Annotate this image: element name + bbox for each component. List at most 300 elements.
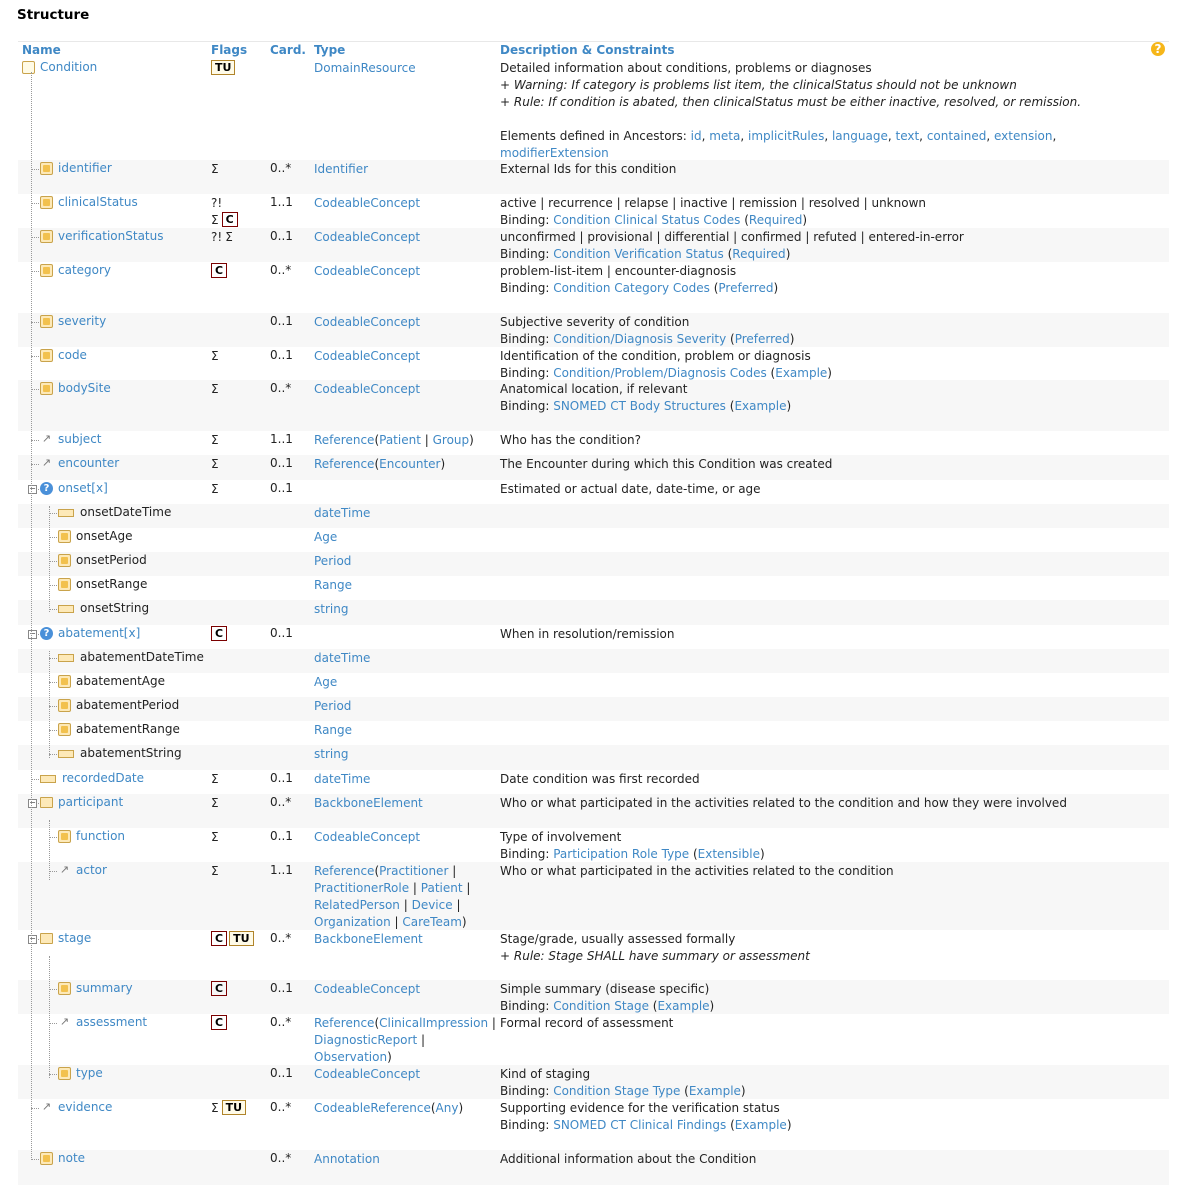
summary-flag: Σ bbox=[211, 349, 219, 363]
link[interactable]: Period bbox=[314, 699, 352, 713]
primitive-icon bbox=[58, 509, 74, 517]
summary-flag: Σ bbox=[211, 772, 219, 786]
text: ( bbox=[726, 1118, 735, 1132]
link[interactable]: Condition/Problem/Diagnosis Codes bbox=[553, 366, 767, 380]
link[interactable]: Extensible bbox=[697, 847, 760, 861]
link[interactable]: Example bbox=[657, 999, 710, 1013]
cardinality: 0..1 bbox=[270, 348, 293, 362]
summary-flag: Σ bbox=[211, 162, 219, 176]
description-line bbox=[500, 94, 1160, 111]
text: ) bbox=[786, 399, 792, 413]
element-icon bbox=[58, 830, 71, 843]
description-line bbox=[500, 314, 1160, 331]
link[interactable]: Preferred bbox=[718, 281, 774, 295]
element-name[interactable]: abatementAge bbox=[76, 674, 166, 688]
link[interactable]: dateTime bbox=[314, 772, 371, 786]
text: ) bbox=[458, 1101, 464, 1115]
tree-connector bbox=[49, 609, 57, 610]
flags-cell bbox=[211, 456, 267, 473]
element-name[interactable]: verificationStatus bbox=[58, 229, 164, 243]
element-name[interactable]: assessment bbox=[76, 1015, 148, 1029]
constraint-badge[interactable]: C bbox=[211, 263, 227, 278]
description-cell bbox=[500, 60, 1160, 162]
tree-connector bbox=[49, 871, 57, 872]
description-line bbox=[500, 948, 1160, 965]
text: ( bbox=[648, 999, 658, 1013]
link[interactable]: CodeableConcept bbox=[314, 196, 421, 210]
description-line bbox=[500, 1100, 1160, 1117]
table-row bbox=[18, 552, 1169, 576]
modifier-flag: ?! bbox=[211, 196, 223, 210]
link[interactable]: Reference bbox=[314, 864, 375, 878]
header-type[interactable]: Type bbox=[314, 43, 346, 57]
link[interactable]: ClinicalImpression bbox=[379, 1016, 489, 1030]
tree-connector bbox=[49, 561, 57, 562]
text: Stage/grade, usually assessed formally bbox=[500, 932, 736, 946]
collapse-toggle-icon[interactable]: − bbox=[29, 934, 36, 943]
description-line bbox=[500, 398, 1160, 415]
link[interactable]: PractitionerRole bbox=[314, 881, 410, 895]
summary-flag: Σ bbox=[211, 864, 219, 878]
description-cell bbox=[500, 1100, 1160, 1134]
link[interactable]: Reference bbox=[314, 433, 375, 447]
header-name[interactable]: Name bbox=[22, 43, 61, 57]
table-row bbox=[18, 1099, 1169, 1150]
summary-flag: Σ bbox=[211, 433, 219, 447]
link[interactable]: Practitioner bbox=[379, 864, 449, 878]
flags-cell bbox=[211, 1015, 267, 1032]
link[interactable]: Identifier bbox=[314, 162, 369, 176]
choice-icon: ? bbox=[40, 482, 53, 495]
cardinality: 0..1 bbox=[270, 829, 293, 843]
text: , bbox=[1052, 129, 1057, 143]
link[interactable]: CodeableConcept bbox=[314, 264, 421, 278]
tree-guide bbox=[49, 651, 50, 758]
description-line bbox=[500, 795, 1160, 812]
summary-flag: Σ bbox=[225, 230, 233, 244]
link[interactable]: Organization bbox=[314, 915, 391, 929]
text: active | recurrence | relapse | inactive | remission | resolved | unknown bbox=[500, 196, 926, 210]
table-row bbox=[18, 1150, 1169, 1185]
link[interactable]: dateTime bbox=[314, 651, 371, 665]
element-name[interactable]: subject bbox=[58, 432, 102, 446]
link[interactable]: DomainResource bbox=[314, 61, 416, 75]
description-line bbox=[500, 60, 1160, 77]
text: Additional information about the Condition bbox=[500, 1152, 757, 1166]
description-line bbox=[500, 456, 1160, 473]
text: | bbox=[399, 898, 412, 912]
element-name[interactable]: abatement[x] bbox=[58, 626, 141, 640]
link[interactable]: Example bbox=[688, 1084, 741, 1098]
link[interactable]: Example bbox=[775, 366, 828, 380]
element-icon bbox=[40, 382, 53, 395]
link[interactable]: contained bbox=[926, 129, 987, 143]
type-cell bbox=[314, 650, 496, 667]
link[interactable]: Observation bbox=[314, 1050, 388, 1064]
text: ( bbox=[726, 332, 735, 346]
link[interactable]: Period bbox=[314, 554, 352, 568]
link[interactable]: SNOMED CT Clinical Findings bbox=[553, 1118, 727, 1132]
summary-flag: Σ bbox=[211, 1101, 219, 1115]
type-cell bbox=[314, 432, 496, 449]
table-row bbox=[18, 1014, 1169, 1065]
element-icon bbox=[40, 349, 53, 362]
text: | bbox=[488, 1016, 496, 1030]
description-line bbox=[500, 981, 1160, 998]
tree-connector bbox=[49, 1074, 57, 1075]
flags-cell bbox=[211, 481, 267, 498]
flags-cell bbox=[211, 626, 267, 643]
page-title: Structure bbox=[17, 7, 90, 23]
trial-use-badge[interactable]: TU bbox=[211, 60, 235, 75]
element-name[interactable]: abatementString bbox=[80, 746, 182, 760]
table-row bbox=[18, 980, 1169, 1014]
element-icon bbox=[40, 1152, 53, 1165]
description-line bbox=[500, 863, 1160, 880]
link[interactable]: Condition/Diagnosis Severity bbox=[553, 332, 727, 346]
link[interactable]: DiagnosticReport bbox=[314, 1033, 418, 1047]
summary-flag: Σ bbox=[211, 457, 219, 471]
type-cell bbox=[314, 601, 496, 618]
text: | bbox=[420, 433, 433, 447]
resource-icon bbox=[22, 61, 35, 74]
table-row bbox=[18, 770, 1169, 794]
description-line bbox=[500, 432, 1160, 449]
description-cell bbox=[500, 432, 1160, 449]
text: Subjective severity of condition bbox=[500, 315, 690, 329]
help-icon[interactable]: ? bbox=[1151, 42, 1165, 56]
text: Anatomical location, if relevant bbox=[500, 382, 688, 396]
tree-connector bbox=[31, 322, 39, 323]
flags-cell bbox=[211, 771, 267, 788]
link[interactable]: Annotation bbox=[314, 1152, 380, 1166]
link[interactable]: CodeableConcept bbox=[314, 830, 421, 844]
text: | bbox=[409, 881, 421, 895]
description-cell bbox=[500, 626, 1160, 643]
link[interactable]: Condition Verification Status bbox=[553, 247, 724, 261]
flags-cell bbox=[211, 229, 267, 246]
element-icon bbox=[40, 230, 53, 243]
text: Who or what participated in the activities related to the condition and how they were involved bbox=[500, 796, 1067, 810]
element-name[interactable]: onsetRange bbox=[76, 577, 148, 591]
table-row bbox=[18, 480, 1169, 504]
link[interactable]: CodeableConcept bbox=[314, 349, 421, 363]
link[interactable]: CodeableConcept bbox=[314, 382, 421, 396]
text: ) bbox=[785, 247, 791, 261]
description-line bbox=[500, 263, 1160, 280]
description-line bbox=[500, 229, 1160, 246]
tree-connector bbox=[31, 1159, 39, 1160]
constraint-badge[interactable]: C bbox=[211, 626, 227, 641]
type-cell bbox=[314, 1151, 496, 1168]
description-cell bbox=[500, 229, 1160, 263]
table-row bbox=[18, 262, 1169, 313]
link[interactable]: CareTeam bbox=[402, 915, 462, 929]
tree-connector bbox=[49, 1023, 57, 1024]
text: ( bbox=[374, 864, 380, 878]
flags-cell bbox=[211, 981, 267, 998]
reference-icon: ↗ bbox=[41, 432, 52, 445]
element-icon bbox=[58, 675, 71, 688]
trial-use-badge[interactable]: TU bbox=[229, 931, 253, 946]
text: Binding: bbox=[500, 999, 554, 1013]
element-name[interactable]: onsetPeriod bbox=[76, 553, 147, 567]
choice-icon: ? bbox=[40, 627, 53, 640]
link[interactable]: text bbox=[895, 129, 920, 143]
link[interactable]: Condition Stage Type bbox=[553, 1084, 681, 1098]
table-row bbox=[18, 228, 1169, 262]
link[interactable]: Range bbox=[314, 723, 353, 737]
link[interactable]: string bbox=[314, 602, 349, 616]
type-cell bbox=[314, 161, 496, 178]
element-name[interactable]: recordedDate bbox=[62, 771, 145, 785]
reference-icon: ↗ bbox=[59, 1015, 70, 1028]
type-cell bbox=[314, 529, 496, 546]
cardinality: 0..1 bbox=[270, 981, 293, 995]
modifier-flag: ?! bbox=[211, 230, 223, 244]
description-line bbox=[500, 1083, 1160, 1100]
link[interactable]: Age bbox=[314, 675, 338, 689]
tree-connector bbox=[31, 237, 39, 238]
element-icon bbox=[40, 315, 53, 328]
text: ( bbox=[374, 433, 380, 447]
element-name[interactable]: abatementRange bbox=[76, 722, 180, 736]
tree-connector bbox=[49, 537, 57, 538]
cardinality: 1..1 bbox=[270, 432, 293, 446]
folder-icon bbox=[40, 933, 53, 944]
collapse-toggle-icon[interactable]: − bbox=[29, 484, 36, 493]
collapse-toggle-icon[interactable]: − bbox=[29, 798, 36, 807]
element-name[interactable]: abatementPeriod bbox=[76, 698, 180, 712]
text: , bbox=[701, 129, 710, 143]
link[interactable]: id bbox=[690, 129, 702, 143]
description-cell bbox=[500, 981, 1160, 1015]
element-name[interactable]: identifier bbox=[58, 161, 112, 175]
text: ( bbox=[709, 281, 719, 295]
description-line bbox=[500, 111, 1160, 128]
table-row bbox=[18, 194, 1169, 228]
flags-cell bbox=[211, 60, 267, 77]
trial-use-badge[interactable]: TU bbox=[222, 1100, 246, 1115]
table-row bbox=[18, 721, 1169, 745]
element-name[interactable]: bodySite bbox=[58, 381, 111, 395]
text: | bbox=[417, 1033, 426, 1047]
table-row bbox=[18, 313, 1169, 347]
flags-cell bbox=[211, 1100, 267, 1117]
link[interactable]: Reference bbox=[314, 457, 375, 471]
text: ) bbox=[786, 1118, 792, 1132]
link[interactable]: Required bbox=[748, 213, 803, 227]
element-name[interactable]: code bbox=[58, 348, 87, 362]
description-cell bbox=[500, 263, 1160, 297]
link[interactable]: implicitRules bbox=[748, 129, 825, 143]
text: , bbox=[824, 129, 832, 143]
flags-cell bbox=[211, 829, 267, 846]
flags-cell bbox=[211, 381, 267, 398]
type-cell bbox=[314, 456, 496, 473]
constraint-badge[interactable]: C bbox=[211, 981, 227, 996]
tree-connector bbox=[49, 837, 57, 838]
description-cell bbox=[500, 795, 1160, 812]
description-line bbox=[500, 1066, 1160, 1083]
type-cell bbox=[314, 553, 496, 570]
tree-connector bbox=[49, 658, 57, 659]
tree-connector bbox=[49, 730, 57, 731]
text: ( bbox=[689, 847, 698, 861]
table-row bbox=[18, 576, 1169, 600]
text: Binding: bbox=[500, 332, 554, 346]
link[interactable]: Encounter bbox=[379, 457, 441, 471]
text: ) bbox=[387, 1050, 392, 1064]
description-line bbox=[500, 1151, 1160, 1168]
text: , bbox=[986, 129, 994, 143]
link[interactable]: CodeableConcept bbox=[314, 230, 421, 244]
link[interactable]: RelatedPerson bbox=[314, 898, 400, 912]
table-row bbox=[18, 455, 1169, 480]
link[interactable]: SNOMED CT Body Structures bbox=[553, 399, 726, 413]
description-cell bbox=[500, 829, 1160, 863]
link[interactable]: Age bbox=[314, 530, 338, 544]
link[interactable]: Preferred bbox=[734, 332, 790, 346]
summary-flag: Σ bbox=[211, 830, 219, 844]
element-name[interactable]: Condition bbox=[40, 60, 98, 74]
element-name[interactable]: onset[x] bbox=[58, 481, 108, 495]
tree-connector bbox=[49, 754, 57, 755]
element-name[interactable]: onsetDateTime bbox=[80, 505, 172, 519]
description-line bbox=[500, 626, 1160, 643]
header-card[interactable]: Card. bbox=[270, 43, 306, 57]
type-cell bbox=[314, 381, 496, 398]
type-cell bbox=[314, 829, 496, 846]
constraint-badge[interactable]: C bbox=[222, 212, 238, 227]
element-name[interactable]: abatementDateTime bbox=[80, 650, 204, 664]
header-flags[interactable]: Flags bbox=[211, 43, 248, 57]
link[interactable]: modifierExtension bbox=[500, 146, 609, 160]
table-row bbox=[18, 745, 1169, 770]
element-icon bbox=[58, 530, 71, 543]
element-name[interactable]: onsetAge bbox=[76, 529, 133, 543]
link[interactable]: meta bbox=[709, 129, 741, 143]
element-name[interactable]: participant bbox=[58, 795, 124, 809]
text: , bbox=[887, 129, 896, 143]
text: ) bbox=[759, 847, 765, 861]
text: ( bbox=[723, 247, 733, 261]
description-cell bbox=[500, 161, 1160, 178]
text: | bbox=[462, 881, 471, 895]
element-name[interactable]: onsetString bbox=[80, 601, 150, 615]
description-line bbox=[500, 195, 1160, 212]
text: The Encounter during which this Condition was created bbox=[500, 457, 833, 471]
link[interactable]: Any bbox=[435, 1101, 459, 1115]
link[interactable]: Example bbox=[734, 399, 787, 413]
element-name[interactable]: actor bbox=[76, 863, 107, 877]
link[interactable]: Required bbox=[732, 247, 786, 261]
tree-connector bbox=[31, 440, 39, 441]
element-name[interactable]: type bbox=[76, 1066, 103, 1080]
link[interactable]: Patient bbox=[420, 881, 463, 895]
element-name[interactable]: encounter bbox=[58, 456, 120, 470]
text: Simple summary (disease specific) bbox=[500, 982, 710, 996]
link[interactable]: CodeableReference bbox=[314, 1101, 431, 1115]
text: problem-list-item | encounter-diagnosis bbox=[500, 264, 737, 278]
reference-icon: ↗ bbox=[41, 1100, 52, 1113]
element-name[interactable]: summary bbox=[76, 981, 133, 995]
link[interactable]: BackboneElement bbox=[314, 932, 423, 946]
element-name[interactable]: note bbox=[58, 1151, 86, 1165]
text: ( bbox=[740, 213, 749, 227]
text: ) bbox=[773, 281, 779, 295]
link[interactable]: Patient bbox=[379, 433, 421, 447]
cardinality: 0..* bbox=[270, 1015, 292, 1029]
link[interactable]: Group bbox=[432, 433, 470, 447]
link[interactable]: language bbox=[831, 129, 888, 143]
type-cell bbox=[314, 348, 496, 365]
link[interactable]: Device bbox=[411, 898, 453, 912]
element-icon bbox=[58, 982, 71, 995]
element-name[interactable]: stage bbox=[58, 931, 92, 945]
tree-guide bbox=[49, 956, 50, 1078]
type-cell bbox=[314, 577, 496, 594]
primitive-icon bbox=[40, 775, 56, 783]
header-description[interactable]: Description & Constraints bbox=[500, 43, 675, 57]
cardinality: 1..1 bbox=[270, 195, 293, 209]
element-name[interactable]: category bbox=[58, 263, 112, 277]
link[interactable]: CodeableConcept bbox=[314, 1067, 421, 1081]
element-name[interactable]: function bbox=[76, 829, 126, 843]
table-row bbox=[18, 600, 1169, 625]
collapse-toggle-icon[interactable]: − bbox=[29, 629, 36, 638]
link[interactable]: string bbox=[314, 747, 349, 761]
link[interactable]: dateTime bbox=[314, 506, 371, 520]
link[interactable]: Participation Role Type bbox=[553, 847, 690, 861]
flags-cell bbox=[211, 161, 267, 178]
type-cell bbox=[314, 195, 496, 212]
type-cell bbox=[314, 931, 496, 948]
description-line bbox=[500, 246, 1160, 263]
element-icon bbox=[40, 264, 53, 277]
description-line bbox=[500, 931, 1160, 948]
description-cell bbox=[500, 456, 1160, 473]
constraint-badge[interactable]: C bbox=[211, 1015, 227, 1030]
link[interactable]: Condition Clinical Status Codes bbox=[553, 213, 741, 227]
element-name[interactable]: severity bbox=[58, 314, 107, 328]
element-name[interactable]: evidence bbox=[58, 1100, 113, 1114]
table-row bbox=[18, 649, 1169, 673]
link[interactable]: CodeableConcept bbox=[314, 982, 421, 996]
flags-cell bbox=[211, 795, 267, 812]
link[interactable]: Range bbox=[314, 578, 353, 592]
element-name[interactable]: clinicalStatus bbox=[58, 195, 138, 209]
table-row bbox=[18, 828, 1169, 862]
link[interactable]: Example bbox=[734, 1118, 787, 1132]
tree-connector bbox=[49, 706, 57, 707]
text: Binding: bbox=[500, 1084, 554, 1098]
cardinality: 0..* bbox=[270, 161, 292, 175]
type-cell bbox=[314, 795, 496, 812]
link[interactable]: Condition Category Codes bbox=[553, 281, 710, 295]
link[interactable]: BackboneElement bbox=[314, 796, 423, 810]
link[interactable]: Condition Stage bbox=[553, 999, 649, 1013]
tree-guide bbox=[49, 506, 50, 612]
link[interactable]: CodeableConcept bbox=[314, 315, 421, 329]
link[interactable]: extension bbox=[994, 129, 1053, 143]
link[interactable]: Reference bbox=[314, 1016, 375, 1030]
type-cell bbox=[314, 674, 496, 691]
text: ( bbox=[430, 1101, 436, 1115]
constraint-badge[interactable]: C bbox=[211, 931, 227, 946]
cardinality: 0..* bbox=[270, 1151, 292, 1165]
table-row bbox=[18, 673, 1169, 697]
